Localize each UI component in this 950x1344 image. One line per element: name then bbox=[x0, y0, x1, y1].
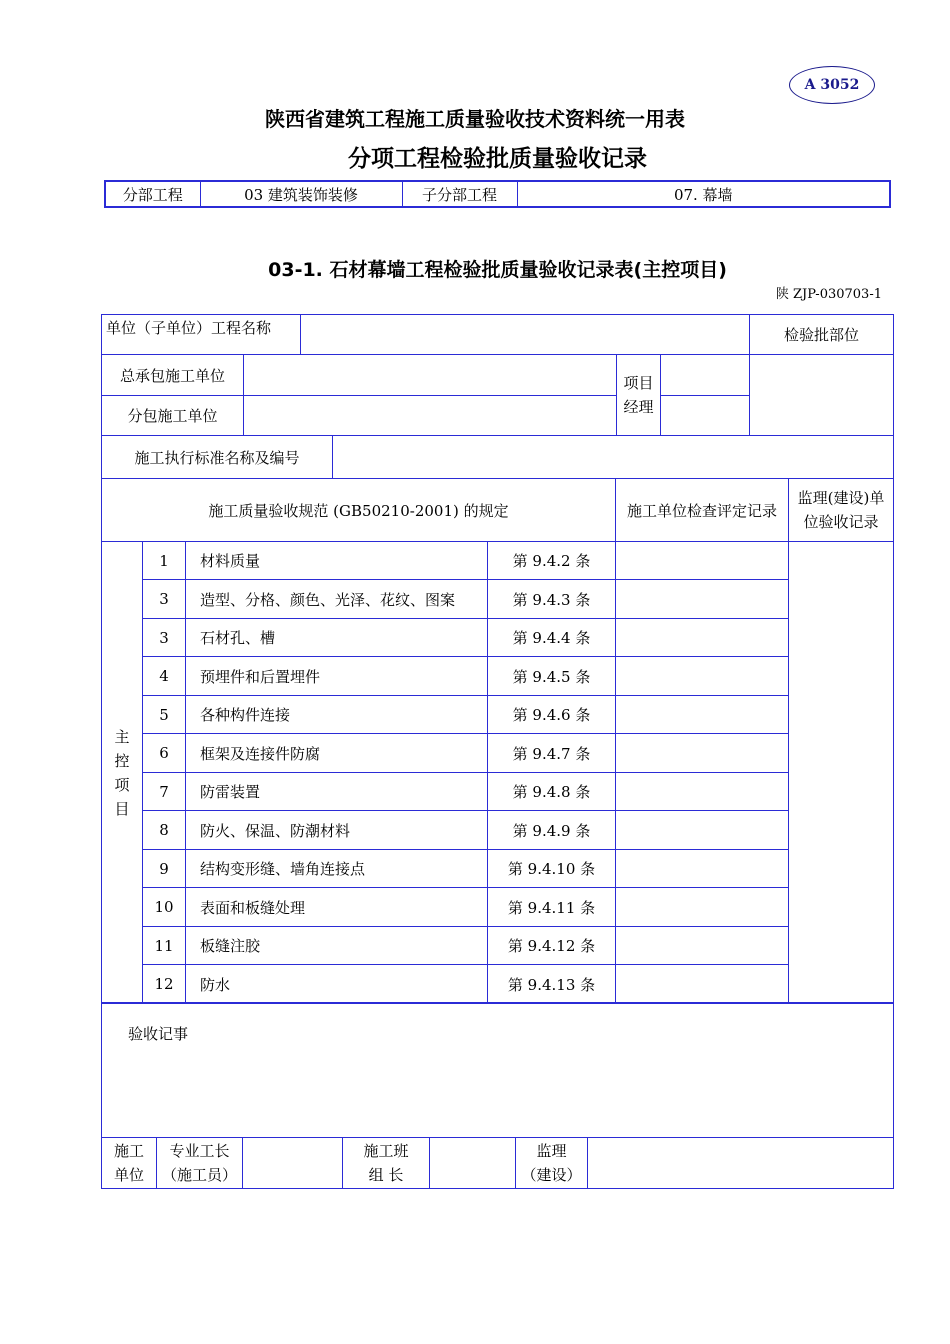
item-name: 预埋件和后置埋件 bbox=[186, 657, 488, 696]
item-no: 7 bbox=[143, 773, 186, 811]
subcontractor-value[interactable] bbox=[244, 396, 617, 436]
item-no: 3 bbox=[143, 580, 186, 619]
item-contractor-record[interactable] bbox=[616, 773, 789, 811]
item-name: 表面和板缝处理 bbox=[186, 888, 488, 927]
zifenbu-value: 07. 幕墙 bbox=[517, 181, 890, 207]
fenbu-label: 分部工程 bbox=[105, 181, 200, 207]
item-clause: 第 9.4.5 条 bbox=[488, 657, 616, 696]
item-no: 5 bbox=[143, 696, 186, 734]
item-contractor-record[interactable] bbox=[616, 696, 789, 734]
sig-foreman-label: 专业工长 （施工员） bbox=[157, 1138, 243, 1189]
item-clause: 第 9.4.4 条 bbox=[488, 619, 616, 657]
unit-name-value[interactable] bbox=[301, 315, 750, 355]
item-name: 各种构件连接 bbox=[186, 696, 488, 734]
item-no: 6 bbox=[143, 734, 186, 773]
standard-label: 施工执行标准名称及编号 bbox=[102, 436, 333, 479]
sig-foreman-value[interactable] bbox=[243, 1138, 343, 1189]
item-no: 4 bbox=[143, 657, 186, 696]
form-code: 陕 ZJP-030703-1 bbox=[775, 287, 882, 302]
item-name: 板缝注胶 bbox=[186, 927, 488, 965]
unit-name-label: 单位（子单位）工程名称 bbox=[102, 315, 301, 355]
batch-part-value[interactable] bbox=[750, 355, 894, 436]
acceptance-notes[interactable] bbox=[102, 1003, 894, 1138]
item-contractor-record[interactable] bbox=[616, 734, 789, 773]
acceptance-notes-table bbox=[101, 1002, 894, 1138]
item-clause: 第 9.4.9 条 bbox=[488, 811, 616, 850]
document-subtitle: 分项工程检验批质量验收记录 bbox=[348, 146, 647, 172]
batch-part-label: 检验批部位 bbox=[750, 315, 894, 355]
form-number-badge: A 3052 bbox=[789, 66, 875, 104]
supervisor-record-value[interactable] bbox=[789, 542, 894, 1004]
item-contractor-record[interactable] bbox=[616, 619, 789, 657]
contractor-record-header: 施工单位检查评定记录 bbox=[616, 479, 789, 542]
contractor-rows bbox=[101, 354, 894, 436]
item-contractor-record[interactable] bbox=[616, 888, 789, 927]
item-no: 1 bbox=[143, 542, 186, 580]
sig-supervisor-label: 监理 （建设） bbox=[516, 1138, 588, 1189]
item-clause: 第 9.4.3 条 bbox=[488, 580, 616, 619]
signature-table bbox=[101, 1137, 894, 1189]
standard-row bbox=[101, 435, 894, 479]
item-contractor-record[interactable] bbox=[616, 811, 789, 850]
item-name: 造型、分格、颜色、光泽、花纹、图案 bbox=[186, 580, 488, 619]
item-clause: 第 9.4.2 条 bbox=[488, 542, 616, 580]
header-table bbox=[104, 180, 891, 208]
sig-team-value[interactable] bbox=[430, 1138, 516, 1189]
project-manager-label: 项目 经理 bbox=[617, 355, 661, 436]
item-no: 11 bbox=[143, 927, 186, 965]
spec-header: 施工质量验收规范 (GB50210-2001) 的规定 bbox=[102, 479, 616, 542]
item-name: 防雷装置 bbox=[186, 773, 488, 811]
item-clause: 第 9.4.6 条 bbox=[488, 696, 616, 734]
general-contractor-label: 总承包施工单位 bbox=[102, 355, 244, 396]
sig-team-label: 施工班 组 长 bbox=[343, 1138, 430, 1189]
item-contractor-record[interactable] bbox=[616, 965, 789, 1004]
item-clause: 第 9.4.8 条 bbox=[488, 773, 616, 811]
item-contractor-record[interactable] bbox=[616, 927, 789, 965]
subcontractor-label: 分包施工单位 bbox=[102, 396, 244, 436]
item-clause: 第 9.4.11 条 bbox=[488, 888, 616, 927]
item-name: 框架及连接件防腐 bbox=[186, 734, 488, 773]
item-no: 3 bbox=[143, 619, 186, 657]
zifenbu-label: 子分部工程 bbox=[402, 181, 517, 207]
item-contractor-record[interactable] bbox=[616, 580, 789, 619]
supervisor-record-header: 监理(建设)单 位验收记录 bbox=[789, 479, 894, 542]
main-items-table bbox=[101, 478, 894, 1004]
item-no: 8 bbox=[143, 811, 186, 850]
document-title: 陕西省建筑工程施工质量验收技术资料统一用表 bbox=[265, 107, 685, 131]
standard-value[interactable] bbox=[333, 436, 894, 479]
item-clause: 第 9.4.12 条 bbox=[488, 927, 616, 965]
fenbu-value: 03 建筑装饰装修 bbox=[200, 181, 402, 207]
section-title: 03-1. 石材幕墙工程检验批质量验收记录表(主控项目) bbox=[268, 259, 727, 281]
item-name: 材料质量 bbox=[186, 542, 488, 580]
item-clause: 第 9.4.10 条 bbox=[488, 850, 616, 888]
item-name: 防火、保温、防潮材料 bbox=[186, 811, 488, 850]
sig-supervisor-value[interactable] bbox=[588, 1138, 894, 1189]
item-contractor-record[interactable] bbox=[616, 542, 789, 580]
item-clause: 第 9.4.7 条 bbox=[488, 734, 616, 773]
item-name: 防水 bbox=[186, 965, 488, 1004]
acceptance-notes-label: 验收记事 bbox=[128, 1025, 189, 1043]
project-manager-value-2[interactable] bbox=[661, 396, 750, 436]
item-clause: 第 9.4.13 条 bbox=[488, 965, 616, 1004]
item-contractor-record[interactable] bbox=[616, 657, 789, 696]
item-no: 10 bbox=[143, 888, 186, 927]
item-name: 石材孔、槽 bbox=[186, 619, 488, 657]
main-items-category: 主 控 项 目 bbox=[102, 542, 143, 1004]
project-manager-value-1[interactable] bbox=[661, 355, 750, 396]
item-name: 结构变形缝、墙角连接点 bbox=[186, 850, 488, 888]
general-contractor-value[interactable] bbox=[244, 355, 617, 396]
item-contractor-record[interactable] bbox=[616, 850, 789, 888]
sig-unit-label: 施工 单位 bbox=[102, 1138, 157, 1189]
unit-name-row bbox=[101, 314, 894, 355]
item-no: 9 bbox=[143, 850, 186, 888]
item-no: 12 bbox=[143, 965, 186, 1004]
